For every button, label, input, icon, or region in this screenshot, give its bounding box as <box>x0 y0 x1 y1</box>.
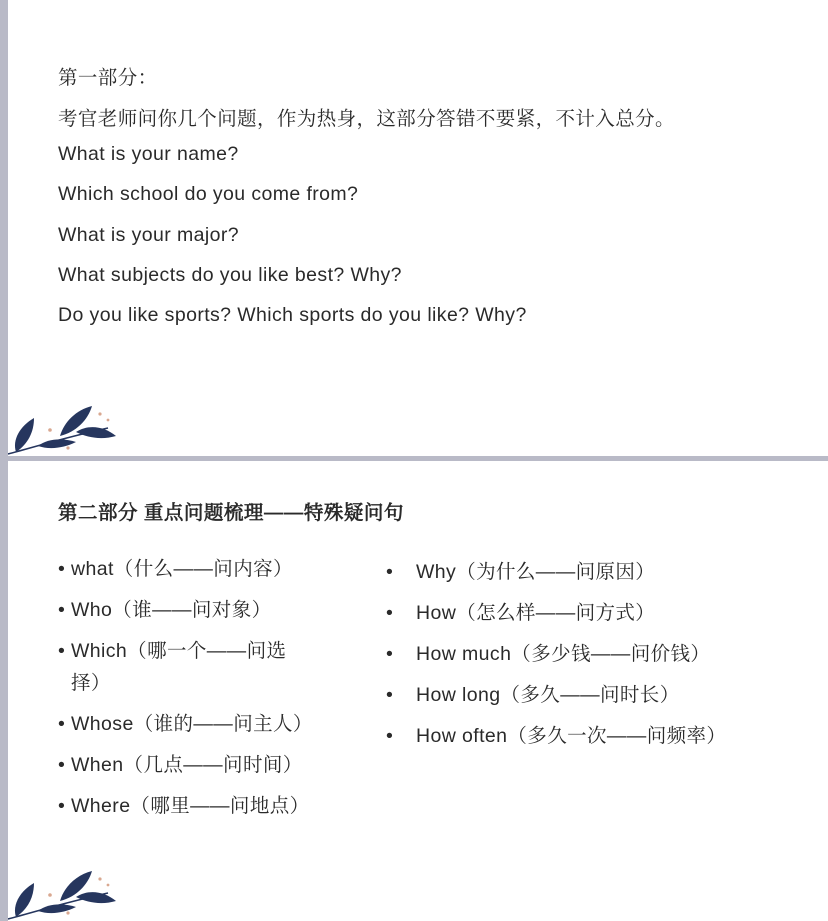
bullet-icon: • <box>386 684 394 706</box>
part-one-title: 第一部分： <box>58 67 158 89</box>
list-item <box>386 720 806 752</box>
bullet-text: How long（多久——问时长） <box>416 684 680 706</box>
bullet-text: Which（哪一个——问选择） <box>71 640 287 694</box>
right-bullet-list <box>386 556 806 761</box>
list-item <box>58 635 303 699</box>
bullet-text: How（怎么样——问方式） <box>416 602 656 624</box>
question-1: What is your name? <box>58 143 239 165</box>
bullet-icon: • <box>58 640 66 662</box>
list-item <box>386 556 806 588</box>
bullet-text: How often（多久一次——问频率） <box>416 725 727 747</box>
bullet-icon: • <box>58 795 66 817</box>
bullet-icon: • <box>386 725 394 747</box>
bullet-icon: • <box>58 754 66 776</box>
bullet-icon: • <box>386 602 394 624</box>
question-4: What subjects do you like best? Why? <box>58 264 402 286</box>
list-item <box>58 553 358 585</box>
question-2: Which school do you come from? <box>58 183 359 205</box>
bullet-text: Whose（谁的——问主人） <box>71 713 313 735</box>
list-item <box>386 597 806 629</box>
bullet-icon: • <box>386 561 394 583</box>
bullet-text: When（几点——问时间） <box>71 754 303 776</box>
part-one-intro: 考官老师问你几个问题，作为热身，这部分答错不要紧，不计入总分。 <box>58 108 675 130</box>
list-item <box>58 790 358 822</box>
left-bullet-list <box>58 553 358 831</box>
bullet-icon: • <box>58 558 66 580</box>
bullet-text: what（什么——问内容） <box>71 558 293 580</box>
slide-part-one <box>8 0 828 456</box>
bullet-text: Where（哪里——问地点） <box>71 795 310 817</box>
leaf-branch-icon <box>8 867 118 921</box>
part-two-title: 第二部分 重点问题梳理——特殊疑问句 <box>58 502 404 524</box>
bullet-text: Why（为什么——问原因） <box>416 561 656 583</box>
list-item <box>386 638 806 670</box>
list-item <box>386 679 806 711</box>
bullet-icon: • <box>58 599 66 621</box>
question-3: What is your major? <box>58 224 239 246</box>
list-item <box>58 708 358 740</box>
leaf-branch-icon <box>8 402 118 456</box>
slide-part-two <box>8 461 828 921</box>
bullet-icon: • <box>58 713 66 735</box>
bullet-text: How much（多少钱——问价钱） <box>416 643 711 665</box>
list-item <box>58 749 358 781</box>
question-5: Do you like sports? Which sports do you like? Why? <box>58 304 527 326</box>
bullet-icon: • <box>386 643 394 665</box>
bullet-text: Who（谁——问对象） <box>71 599 272 621</box>
list-item <box>58 594 358 626</box>
